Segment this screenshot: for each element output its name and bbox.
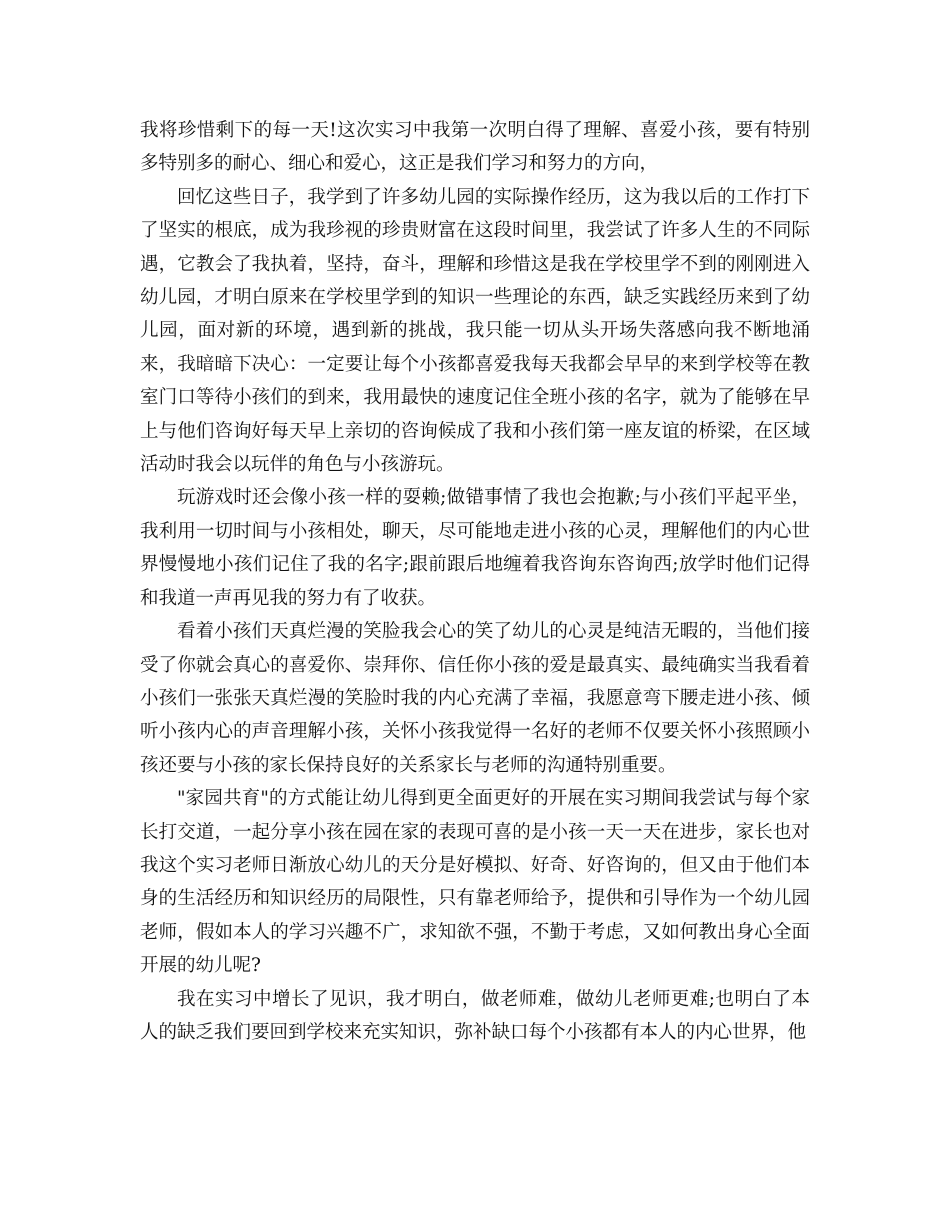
paragraph-4: 看着小孩们天真烂漫的笑脸我会心的笑了幼儿的心灵是纯洁无暇的，当他们接受了你就会真心的喜爱你、崇拜你、信任你小孩的爱是最真实、最纯确实当我看着小孩们一张张天真烂漫的笑脸时我的内心充满了幸福，我愿意弯下腰走进小孩、倾听小孩内心的声音理解小孩，关怀小孩我觉得一名好的老师不仅要关怀小孩照顾小孩还要与小孩的家长保持良好的关系家长与老师的沟通特别重要。: [140, 621, 810, 776]
paragraph-5: "家园共育"的方式能让幼儿得到更全面更好的开展在实习期间我尝试与每个家长打交道，一起分享小孩在园在家的表现可喜的是小孩一天一天在进步，家长也对我这个实习老师日渐放心幼儿的天分是好模拟、好奇、好咨询的，但又由于他们本身的生活经历和知识经历的局限性，只有靠老师给予，提供和引导作为一个幼儿园老师，假如本人的学习兴趣不广，求知欲不强，不勤于考虑，又如何教出身心全面开展的幼儿呢?: [140, 788, 810, 977]
paragraph-3: 玩游戏时还会像小孩一样的耍赖;做错事情了我也会抱歉;与小孩们平起平坐，我利用一切时间与小孩相处，聊天，尽可能地走进小孩的心灵，理解他们的内心世界慢慢地小孩们记住了我的名字;跟前跟后地缠着我咨询东咨询西;放学时他们记得和我道一声再见我的努力有了收获。: [140, 487, 810, 609]
paragraph-1: 我将珍惜剩下的每一天!这次实习中我第一次明白得了理解、喜爱小孩，要有特别多特别多的耐心、细心和爱心，这正是我们学习和努力的方向，: [140, 120, 810, 175]
paragraph-2: 回忆这些日子，我学到了许多幼儿园的实际操作经历，这为我以后的工作打下了坚实的根底，成为我珍视的珍贵财富在这段时间里，我尝试了许多人生的不同际遇，它教会了我执着，坚持，奋斗，理解和珍惜这是我在学校里学不到的刚刚进入幼儿园，才明白原来在学校里学到的知识一些理论的东西，缺乏实践经历来到了幼儿园，面对新的环境，遇到新的挑战，我只能一切从头开场失落感向我不断地涌来，我暗暗下决心：一定要让每个小孩都喜爱我每天我都会早早的来到学校等在教室门口等待小孩们的到来，我用最快的速度记住全班小孩的名字，就为了能够在早上与他们咨询好每天早上亲切的咨询候成了我和小孩们第一座友谊的桥梁，在区域活动时我会以玩伴的角色与小孩游玩。: [140, 186, 810, 476]
document-body: [140, 114, 810, 1049]
paragraph-6: 我在实习中增长了见识，我才明白，做老师难，做幼儿老师更难;也明白了本人的缺乏我们要回到学校来充实知识，弥补缺口每个小孩都有本人的内心世界，他: [140, 988, 810, 1043]
